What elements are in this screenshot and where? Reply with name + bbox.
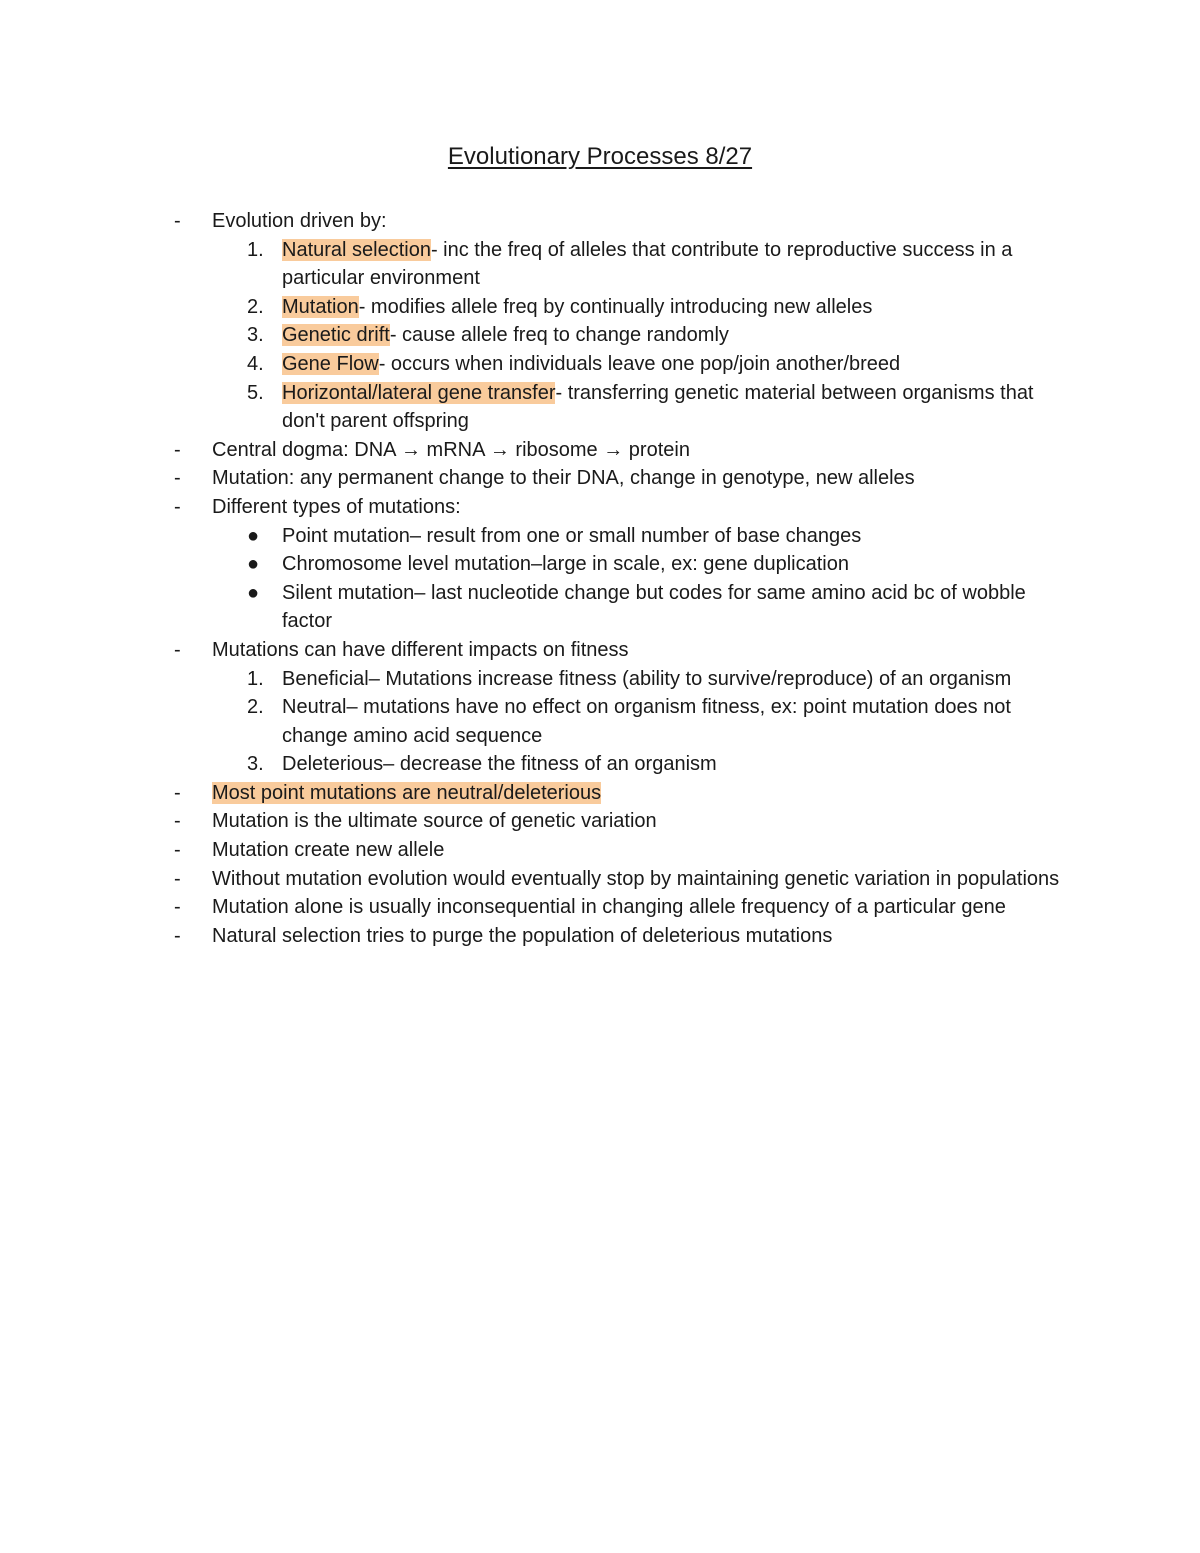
item-text: Natural selection tries to purge the population of deleterious mutations bbox=[212, 924, 833, 947]
highlighted-text: Most point mutations are neutral/deleterious bbox=[212, 781, 602, 804]
notes-body bbox=[0, 207, 1200, 950]
bullet-item bbox=[0, 522, 1200, 551]
item-text: - occurs when individuals leave one pop/join another/breed bbox=[378, 352, 901, 375]
dash-marker: - bbox=[174, 810, 181, 833]
numbered-item bbox=[0, 236, 1200, 293]
item-text: Mutation create new allele bbox=[212, 839, 445, 862]
item-text: Point mutation– result from one or small number of base changes bbox=[282, 524, 862, 547]
bullet-marker: ● bbox=[247, 581, 260, 604]
highlighted-term: Mutation bbox=[282, 295, 359, 318]
item-text: - inc the freq of alleles that contribute to reproductive success in a particular environment bbox=[282, 238, 1013, 290]
numbered-item bbox=[0, 293, 1200, 322]
list-item bbox=[0, 865, 1200, 894]
list-item bbox=[0, 893, 1200, 922]
item-number: 4. bbox=[247, 352, 264, 375]
numbered-item bbox=[0, 321, 1200, 350]
item-text: - modifies allele freq by continually introducing new alleles bbox=[358, 295, 873, 318]
dash-marker: - bbox=[174, 210, 181, 232]
dash-marker: - bbox=[174, 467, 181, 490]
item-text: Deleterious– decrease the fitness of an organism bbox=[282, 753, 717, 776]
item-number: 2. bbox=[247, 696, 264, 719]
item-number: 2. bbox=[247, 295, 264, 318]
item-text: - transferring genetic material between organisms that don't parent offspring bbox=[282, 381, 1034, 433]
item-text: Silent mutation– last nucleotide change but codes for same amino acid bc of wobble factor bbox=[282, 581, 1026, 633]
item-text: Central dogma: DNA → mRNA → ribosome → protein bbox=[212, 438, 690, 461]
dash-marker: - bbox=[174, 438, 181, 461]
bullet-marker: ● bbox=[247, 553, 260, 576]
highlighted-term: Gene Flow bbox=[282, 352, 379, 375]
highlighted-term: Natural selection bbox=[282, 238, 431, 261]
item-text: Without mutation evolution would eventually stop by maintaining genetic variation in populations bbox=[212, 867, 1060, 890]
bullet-marker: ● bbox=[247, 524, 260, 547]
dash-marker: - bbox=[174, 638, 181, 661]
numbered-item bbox=[0, 350, 1200, 379]
item-number: 3. bbox=[247, 324, 264, 347]
list-item bbox=[0, 836, 1200, 865]
numbered-item bbox=[0, 750, 1200, 779]
item-number: 3. bbox=[247, 753, 264, 776]
list-item bbox=[0, 807, 1200, 836]
item-number: 1. bbox=[247, 667, 264, 690]
item-text: Mutation: any permanent change to their DNA, change in genotype, new alleles bbox=[212, 467, 915, 490]
list-item bbox=[0, 922, 1200, 951]
item-text: Mutation alone is usually inconsequential in changing allele frequency of a particular gene bbox=[212, 896, 1006, 919]
item-text: Evolution driven by: bbox=[212, 210, 387, 232]
item-text: Mutation is the ultimate source of genetic variation bbox=[212, 810, 657, 833]
item-text: Different types of mutations: bbox=[212, 495, 461, 518]
dash-marker: - bbox=[174, 781, 181, 804]
dash-marker: - bbox=[174, 896, 181, 919]
list-item bbox=[0, 207, 1200, 236]
item-text: Beneficial– Mutations increase fitness (ability to survive/reproduce) of an organism bbox=[282, 667, 1012, 690]
item-number: 1. bbox=[247, 238, 264, 261]
list-item bbox=[0, 636, 1200, 665]
highlighted-term: Genetic drift bbox=[282, 324, 390, 347]
item-text: - cause allele freq to change randomly bbox=[389, 324, 729, 347]
list-item bbox=[0, 779, 1200, 808]
list-item bbox=[0, 464, 1200, 493]
item-number: 5. bbox=[247, 381, 264, 404]
dash-marker: - bbox=[174, 867, 181, 890]
item-text: Neutral– mutations have no effect on organism fitness, ex: point mutation does not change amino acid sequence bbox=[282, 696, 1011, 747]
item-text: Mutations can have different impacts on fitness bbox=[212, 638, 629, 661]
list-item bbox=[0, 436, 1200, 465]
dash-marker: - bbox=[174, 839, 181, 862]
numbered-item bbox=[0, 379, 1200, 436]
dash-marker: - bbox=[174, 924, 181, 947]
bullet-item bbox=[0, 550, 1200, 579]
numbered-item bbox=[0, 665, 1200, 694]
page-title: Evolutionary Processes 8/27 bbox=[447, 143, 753, 170]
bullet-item bbox=[0, 579, 1200, 636]
dash-marker: - bbox=[174, 495, 181, 518]
list-item bbox=[0, 493, 1200, 522]
numbered-item bbox=[0, 693, 1200, 750]
item-text: Chromosome level mutation–large in scale, ex: gene duplication bbox=[282, 553, 849, 576]
highlighted-term: Horizontal/lateral gene transfer bbox=[282, 381, 556, 404]
